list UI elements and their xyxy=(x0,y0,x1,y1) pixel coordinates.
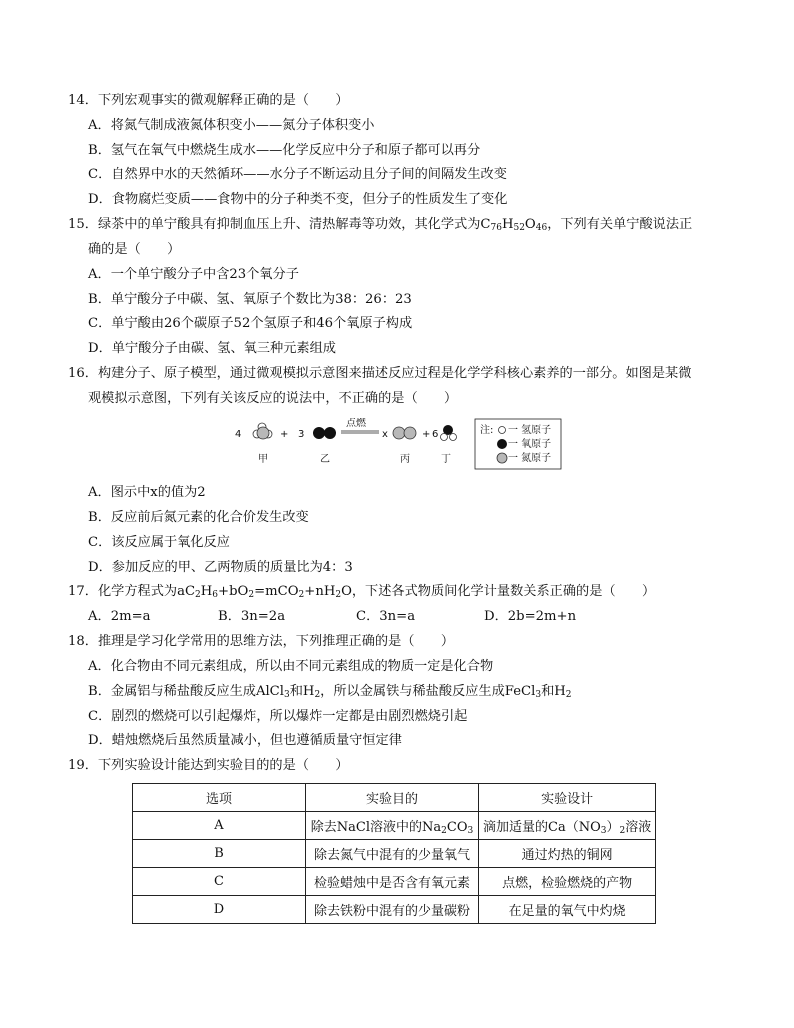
cell-text: 溶液 xyxy=(625,820,652,835)
experiment-table xyxy=(132,783,656,924)
subscript: 2 xyxy=(619,826,626,836)
label-bing: 丙 xyxy=(400,454,410,465)
subscript: 46 xyxy=(535,223,548,233)
table-cell: 通过灼热的铜网 xyxy=(479,840,656,868)
reaction-diagram xyxy=(232,418,562,474)
coef-x: x xyxy=(382,429,388,440)
q15-stem-line1 xyxy=(68,216,692,234)
q17-option-c: C．3n=a xyxy=(356,609,416,624)
table-cell: D xyxy=(133,896,306,924)
table-cell xyxy=(306,812,479,840)
q16-option-d: D．参加反应的甲、乙两物质的质量比为4：3 xyxy=(88,560,353,575)
table-cell: C xyxy=(133,868,306,896)
molecule-ding xyxy=(441,425,457,441)
molecule-bing xyxy=(393,427,416,439)
q18-option-b xyxy=(88,683,572,701)
formula-part: O xyxy=(524,217,536,232)
q14-option-c: C．自然界中水的天然循环——水分子不断运动且分子间的间隔发生改变 xyxy=(88,167,507,182)
subscript: 3 xyxy=(600,826,607,836)
table-cell: A xyxy=(133,812,306,840)
cell-text: ） xyxy=(606,820,620,835)
q16-option-a: A．图示中x的值为2 xyxy=(88,485,206,500)
label-ding: 丁 xyxy=(441,454,451,465)
hydrogen-atom xyxy=(450,434,457,441)
q18-text: 和H xyxy=(541,684,566,699)
q17-text: =mCO xyxy=(254,584,299,599)
table-row xyxy=(133,812,656,840)
label-yi: 乙 xyxy=(320,454,330,465)
q18-text: B．金属铝与稀盐酸反应生成AlCl xyxy=(88,684,284,699)
subscript: 2 xyxy=(248,590,255,600)
q16-option-b: B．反应前后氮元素的化合价发生改变 xyxy=(88,510,309,525)
q17-option-b: B．3n=2a xyxy=(218,609,286,624)
q16-stem-line1: 16．构建分子、原子模型，通过微观模拟示意图来描述反应过程是化学学科核心素养的一部分。如图是某微 xyxy=(68,366,692,381)
q18-text: 和H xyxy=(289,684,315,699)
q17-option-d: D．2b=2m+n xyxy=(484,609,577,624)
nitrogen-atom xyxy=(393,427,405,439)
q14-stem: 14．下列宏观事实的微观解释正确的是（ ） xyxy=(68,93,349,108)
subscript: 2 xyxy=(298,590,305,600)
q19-stem: 19．下列实验设计能达到实验目的的是（ ） xyxy=(68,758,349,773)
q18-stem: 18．推理是学习化学常用的思维方法，下列推理正确的是（ ） xyxy=(68,634,455,649)
q14-option-d: D．食物腐烂变质——食物中的分子种类不变，但分子的性质发生了变化 xyxy=(88,192,508,207)
q15-option-c: C．单宁酸由26个碳原子52个氢原子和46个氧原子构成 xyxy=(88,316,413,331)
q18-option-a: A．化合物由不同元素组成，所以由不同元素组成的物质一定是化合物 xyxy=(88,659,494,674)
formula-part: H xyxy=(501,217,514,232)
subscript: 2 xyxy=(195,590,201,600)
q17-text: O，下述各式物质间化学计量数关系正确的是（ ） xyxy=(341,584,656,599)
legend-nitrogen: 一 氮原子 xyxy=(508,453,552,464)
q16-option-c: C．该反应属于氧化反应 xyxy=(88,535,230,550)
subscript: 2 xyxy=(314,690,321,700)
reaction-condition: 点燃 xyxy=(346,418,366,429)
legend-hydrogen: 一 氢原子 xyxy=(508,425,552,436)
table-header-row xyxy=(133,784,656,812)
hydrogen-atom xyxy=(441,434,448,441)
subscript: 6 xyxy=(212,590,219,600)
table-row xyxy=(133,868,656,896)
table-cell: 除去氮气中混有的少量氧气 xyxy=(306,840,479,868)
table-header: 实验设计 xyxy=(479,784,656,812)
cell-text: 滴加适量的Ca（NO xyxy=(483,820,601,835)
q15-stem-line2: 确的是（ ） xyxy=(88,242,181,257)
table-cell xyxy=(479,812,656,840)
q18-option-d: D．蜡烛燃烧后虽然质量减小，但也遵循质量守恒定律 xyxy=(88,733,402,748)
legend-hydrogen-icon xyxy=(499,427,506,434)
table-cell: 点燃，检验燃烧的产物 xyxy=(479,868,656,896)
q15-stem-text: ，下列有关单宁酸说法正 xyxy=(547,217,693,232)
coef-4: 4 xyxy=(235,429,242,440)
q15-option-a: A．一个单宁酸分子中含23个氧分子 xyxy=(88,267,299,282)
q17-text: H xyxy=(200,584,213,599)
oxygen-atom xyxy=(324,427,336,439)
subscript: 2 xyxy=(335,590,342,600)
q18-text: ，所以金属铁与稀盐酸反应生成FeCl xyxy=(320,684,536,699)
q14-option-a: A．将氮气制成液氮体积变小——氮分子体积变小 xyxy=(88,118,375,133)
coef-6: 6 xyxy=(432,429,439,440)
q17-option-a: A．2m=a xyxy=(88,609,151,624)
cell-text: CO xyxy=(446,820,468,835)
table-row xyxy=(133,896,656,924)
q16-stem-line2: 观模拟示意图，下列有关该反应的说法中，不正确的是（ ） xyxy=(88,391,458,406)
q15-stem-text: 15．绿茶中的单宁酸具有抑制血压上升、清热解毒等功效，其化学式为C xyxy=(68,217,491,232)
oxygen-atom xyxy=(313,427,325,439)
q14-option-b: B．氢气在氧气中燃烧生成水——化学反应中分子和原子都可以再分 xyxy=(88,143,481,158)
table-header: 实验目的 xyxy=(306,784,479,812)
table-cell: 检验蜡烛中是否含有氧元素 xyxy=(306,868,479,896)
table-cell: 在足量的氧气中灼烧 xyxy=(479,896,656,924)
legend-oxygen: 一 氧原子 xyxy=(508,439,552,450)
subscript: 3 xyxy=(467,826,474,836)
table-header: 选项 xyxy=(133,784,306,812)
q17-text: +nH xyxy=(304,584,336,599)
cell-text: 除去NaCl溶液中的Na xyxy=(310,820,442,835)
coef-3: 3 xyxy=(298,429,305,440)
molecule-jia xyxy=(253,423,272,439)
plus-sign: + xyxy=(280,429,289,440)
legend-nitrogen-icon xyxy=(497,453,507,463)
table-cell: B xyxy=(133,840,306,868)
q17-text: +bO xyxy=(218,584,249,599)
legend-oxygen-icon xyxy=(497,439,507,449)
q15-option-d: D．单宁酸分子由碳、氢、氧三种元素组成 xyxy=(88,341,336,356)
subscript: 52 xyxy=(513,223,525,233)
subscript: 76 xyxy=(490,223,502,233)
plus-sign: + xyxy=(422,429,431,440)
q17-stem xyxy=(68,583,655,601)
subscript: 3 xyxy=(535,690,542,700)
molecule-yi xyxy=(313,427,336,439)
q15-option-b: B．单宁酸分子中碳、氢、氧原子个数比为38：26：23 xyxy=(88,292,412,307)
table-cell: 除去铁粉中混有的少量碳粉 xyxy=(306,896,479,924)
legend-title: 注: xyxy=(480,425,494,436)
nitrogen-atom xyxy=(404,427,416,439)
subscript: 3 xyxy=(284,690,290,700)
nitrogen-atom xyxy=(257,427,269,439)
table-row xyxy=(133,840,656,868)
subscript: 2 xyxy=(441,826,447,836)
q17-text: 17．化学方程式为aC xyxy=(68,584,196,599)
q18-option-c: C．剧烈的燃烧可以引起爆炸，所以爆炸一定都是由剧烈燃烧引起 xyxy=(88,709,468,724)
label-jia: 甲 xyxy=(258,454,268,465)
subscript: 2 xyxy=(565,690,572,700)
